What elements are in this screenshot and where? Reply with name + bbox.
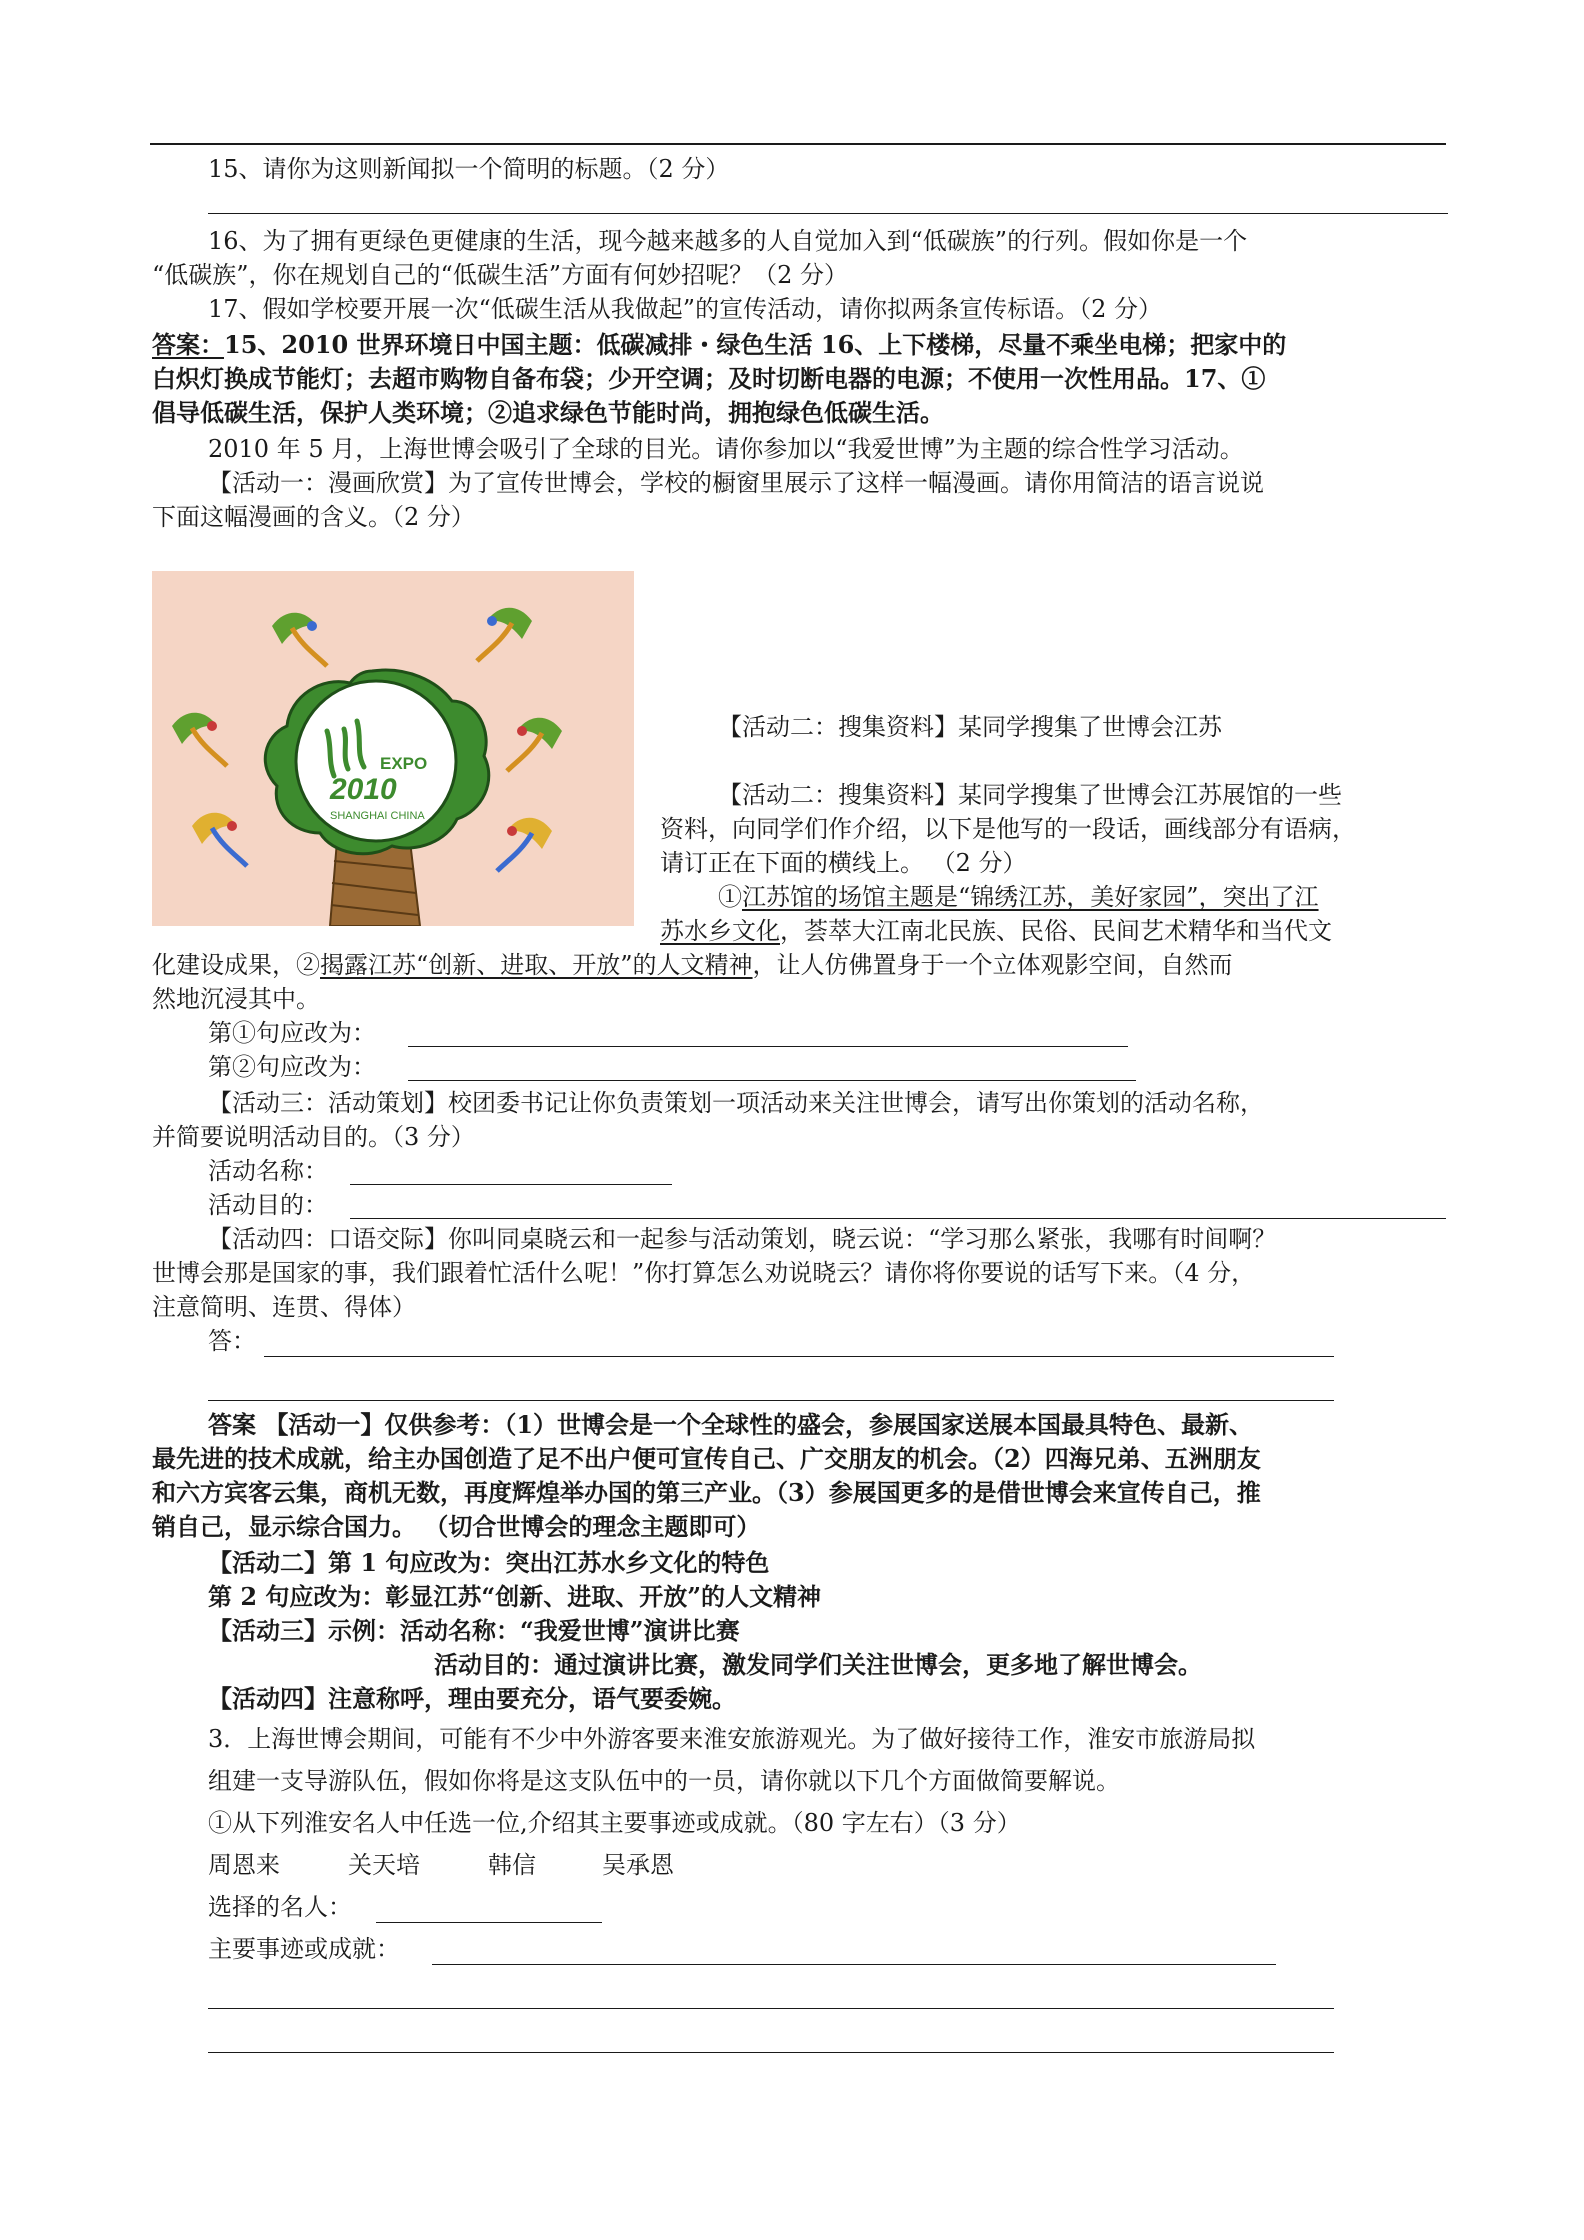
activity-2-para-line2 [660,914,1332,948]
chosen-person-label: 选择的名人： [208,1893,352,1921]
activity-2-para-line4: 然地沉浸其中。 [152,985,320,1013]
celebrity-name: 吴承恩 [602,1851,674,1879]
activity-2-line3: 请订正在下面的横线上。 （2 分） [660,849,1027,877]
chosen-person-answer-line[interactable] [376,1922,602,1923]
deeds-label: 主要事迹或成就： [208,1935,400,1963]
activity-1-line1: 【活动一：漫画欣赏】为了宣传世博会，学校的橱窗里展示了这样一幅漫画。请你用简洁的语言说说 [208,469,1264,497]
answer-2-line1: 答案 【活动一】仅供参考：（1）世博会是一个全球性的盛会，参展国家送展本国最具特色、最新、 [208,1410,1254,1439]
header-rule [150,143,1446,145]
paragraph-text: 化建设成果，② [152,951,320,979]
activity-1-line2: 下面这幅漫画的含义。（2 分） [152,503,475,531]
sentence-2-underlined: 揭露江苏“创新、进取、开放”的人文精神 [320,951,753,979]
answer-2-activity2-s2: 第 2 句应改为：彰显江苏“创新、进取、开放”的人文精神 [208,1582,822,1611]
fix-2-label: 第②句应改为： [208,1053,376,1081]
expo-intro: 2010 年 5 月，上海世博会吸引了全球的目光。请你参加以“我爱世博”为主题的综合性学习活动。 [208,435,1244,463]
activity-3-line2: 并简要说明活动目的。（3 分） [152,1123,475,1151]
answer-label: 答案： [152,330,224,359]
deeds-answer-line2[interactable] [208,2008,1334,2009]
answer-line-15 [208,213,1448,214]
question-17: 17、假如学校要开展一次“低碳生活从我做起”的宣传活动，请你拟两条宣传标语。（2 分） [208,295,1162,323]
paragraph-text: ，让人仿佛置身于一个立体观影空间，自然而 [752,951,1233,979]
sentence-1-underlined: 江苏馆的场馆主题是“锦绣江苏，美好家园”，突出了江 [742,883,1319,911]
activity-4-line2: 世博会那是国家的事，我们跟着忙活什么呢！”你打算怎么劝说晓云？请你将你要说的话写下来。（4 分， [152,1259,1256,1287]
question-16-line1: 16、为了拥有更绿色更健康的生活，现今越来越多的人自觉加入到“低碳族”的行列。假如你是一个 [208,227,1248,255]
activity-4-answer-line1[interactable] [264,1356,1334,1357]
activity-2-para-line3 [152,948,1233,982]
activity-4-answer-label: 答： [208,1327,256,1355]
answer-2-line2: 最先进的技术成就，给主办国创造了足不出户便可宣传自己、广交朋友的机会。（2）四海兄弟、五洲朋友 [152,1444,1261,1473]
activity-goal-answer-line[interactable] [350,1218,1446,1219]
celebrity-name: 关天培 [348,1851,420,1879]
paragraph-text: ，荟萃大江南北民族、民俗、民间艺术精华和当代文 [780,917,1332,945]
activity-4-line1: 【活动四：口语交际】你叫同桌晓云和一起参与活动策划，晓云说：“学习那么紧张，我哪有时间啊？ [208,1225,1277,1253]
question-3-subtask: ①从下列淮安名人中任选一位,介绍其主要事迹或成就。（80 字左右）（3 分） [208,1809,1021,1837]
question-16-line2: “低碳族”，你在规划自己的“低碳生活”方面有何妙招呢？（2 分） [152,261,848,289]
activity-goal-label: 活动目的： [208,1191,328,1219]
activity-4-line3: 注意简明、连贯、得体） [152,1293,416,1321]
fix-2-answer-line[interactable] [408,1080,1136,1081]
activity-4-answer-line2[interactable] [208,1400,1334,1401]
answer-2-activity4: 【活动四】注意称呼，理由要充分，语气要委婉。 [208,1684,736,1713]
deeds-answer-line3[interactable] [208,2052,1334,2053]
celebrity-name: 周恩来 [208,1851,280,1879]
question-3-line2: 组建一支导游队伍，假如你将是这支队伍中的一员，请你就以下几个方面做简要解说。 [208,1767,1120,1795]
logo-text-year: 2010 [330,773,397,806]
logo-text-city: SHANGHAI CHINA [330,810,425,822]
answer-1-line2: 白炽灯换成节能灯；去超市购物自备布袋；少开空调；及时切断电器的电源；不使用一次性用品。17、① [152,364,1266,393]
answer-2-activity2: 【活动二】第 1 句应改为：突出江苏水乡文化的特色 [208,1548,770,1577]
activity-2-duplicate: 【活动二：搜集资料】某同学搜集了世博会江苏 [718,713,1222,741]
sentence-1-marker: ① [718,883,742,911]
deeds-answer-line1[interactable] [432,1964,1276,1965]
fix-1-label: 第①句应改为： [208,1019,376,1047]
logo-text-expo: EXPO [380,754,428,773]
activity-2-line1: 【活动二：搜集资料】某同学搜集了世博会江苏展馆的一些 [718,781,1342,809]
activity-2-para-line1 [718,880,1319,914]
answer-2-activity3: 【活动三】示例：活动名称：“我爱世博”演讲比赛 [208,1616,740,1645]
answer-2-line3: 和六方宾客云集，商机无数，再度辉煌举办国的第三产业。（3）参展国更多的是借世博会来宣传自己，推 [152,1478,1261,1507]
question-3-line1: 3．上海世博会期间，可能有不少中外游客要来淮安旅游观光。为了做好接待工作，淮安市旅游局拟 [208,1725,1256,1753]
activity-3-line1: 【活动三：活动策划】校团委书记让你负责策划一项活动来关注世博会，请写出你策划的活动名称， [208,1089,1264,1117]
fix-1-answer-line[interactable] [408,1046,1128,1047]
sentence-1-underlined-end: 苏水乡文化 [660,917,780,945]
celebrity-name: 韩信 [488,1851,536,1879]
question-15: 15、请你为这则新闻拟一个简明的标题。（2 分） [208,155,730,183]
answer-1-text: 15、2010 世界环境日中国主题：低碳减排・绿色生活 16、上下楼梯，尽量不乘坐电梯；把家中的 [224,330,1287,359]
activity-2-line2: 资料，向同学们作介绍，以下是他写的一段话，画线部分有语病， [660,815,1356,843]
answer-2-activity3-goal: 活动目的：通过演讲比赛，激发同学们关注世博会，更多地了解世博会。 [434,1650,1202,1679]
answer-1-line3: 倡导低碳生活，保护人类环境；②追求绿色节能时尚，拥抱绿色低碳生活。 [152,398,944,427]
activity-name-label: 活动名称： [208,1157,328,1185]
expo-cartoon-image [152,571,634,926]
activity-name-answer-line[interactable] [350,1184,672,1185]
answer-2-line4: 销自己，显示综合国力。 （切合世博会的理念主题即可） [152,1512,761,1541]
answer-1-line1 [152,328,1286,362]
